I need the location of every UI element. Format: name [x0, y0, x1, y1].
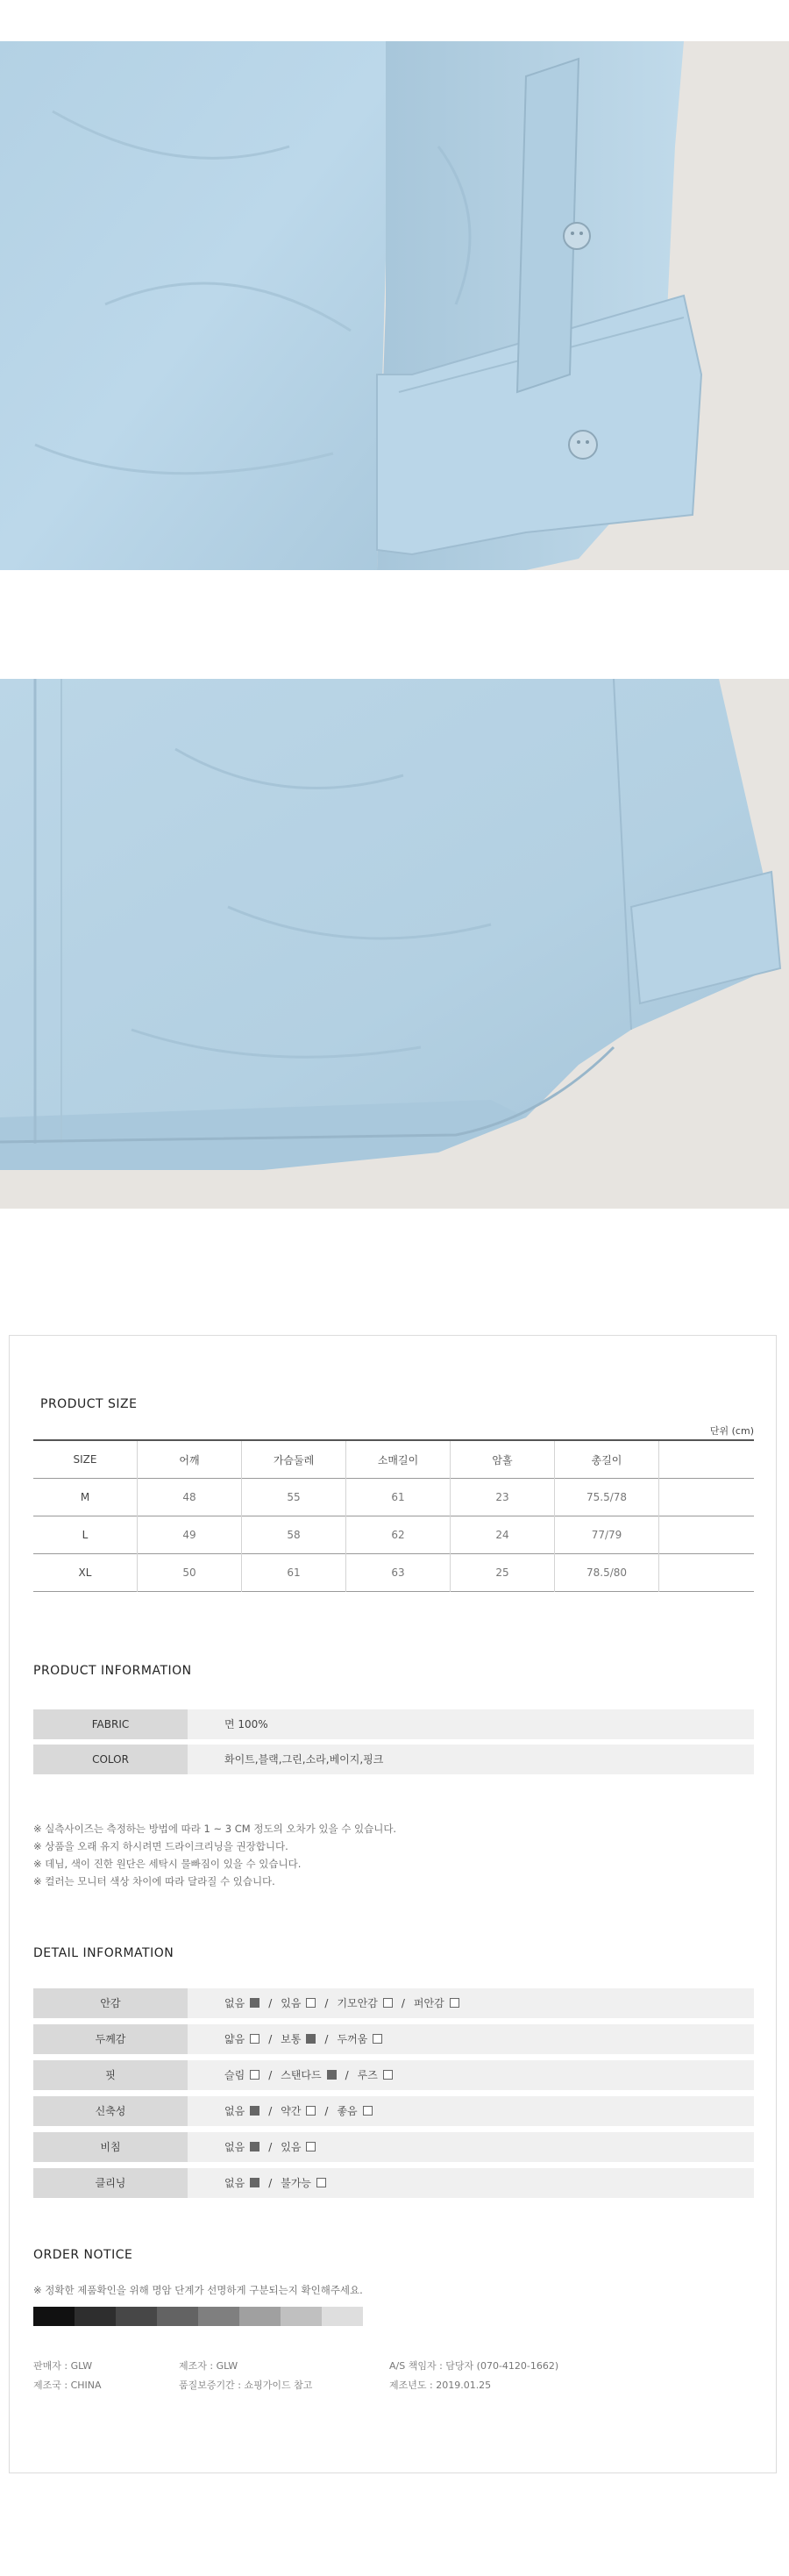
detail-option-label: 불가능: [281, 2177, 312, 2189]
checked-checkbox: [250, 2106, 259, 2116]
detail-row: [33, 2168, 754, 2198]
detail-option: [337, 1988, 392, 2018]
detail-option: [224, 2060, 259, 2090]
unchecked-checkbox: [450, 1998, 459, 2008]
unchecked-checkbox: [250, 2034, 259, 2044]
detail-option-label: 기모안감: [337, 1997, 378, 2009]
note-line: ※ 컬러는 모니터 색상 차이에 따라 달라질 수 있습니다.: [33, 1875, 275, 1887]
detail-option-label: 두꺼움: [337, 2033, 368, 2045]
detail-row: [33, 2024, 754, 2054]
color-value: 화이트,블랙,그린,소라,베이지,핑크: [224, 1753, 384, 1766]
order-notice-text: ※ 정확한 제품확인을 위해 명암 단계가 선명하게 구분되는지 확인해주세요.: [33, 2284, 363, 2296]
hem-photo-graphic: [0, 679, 789, 1209]
detail-label: 클리닝: [33, 2168, 188, 2198]
size-cell: 50: [138, 1554, 242, 1592]
brightness-swatch: [157, 2307, 198, 2326]
detail-option: [224, 1988, 259, 2018]
size-cell: [659, 1554, 755, 1592]
detail-option-label: 없음: [224, 2105, 245, 2117]
brightness-swatch: [322, 2307, 363, 2326]
detail-option: [224, 2132, 259, 2162]
table-row: [33, 1554, 754, 1592]
size-cell: [659, 1516, 755, 1554]
as-contact-text: A/S 책임자 : 담당자 (070-4120-1662): [389, 2360, 559, 2372]
size-header-cell: SIZE: [33, 1440, 138, 1479]
brightness-swatch: [239, 2307, 281, 2326]
size-cell: L: [33, 1516, 138, 1554]
detail-option: [337, 2024, 382, 2054]
detail-option: [281, 1988, 316, 2018]
product-information-title: PRODUCT INFORMATION: [33, 1664, 192, 1678]
size-cell: 24: [451, 1516, 555, 1554]
detail-label: 안감: [33, 1988, 188, 2018]
detail-option: [281, 2132, 316, 2162]
unchecked-checkbox: [306, 2106, 316, 2116]
size-cell: 58: [242, 1516, 346, 1554]
separator: /: [324, 1997, 329, 2009]
size-header-cell: 어깨: [138, 1440, 242, 1479]
detail-label: 신축성: [33, 2096, 188, 2126]
note-line: ※ 데님, 색이 진한 원단은 세탁시 물빠짐이 있을 수 있습니다.: [33, 1858, 302, 1870]
table-row: [33, 1516, 754, 1554]
size-header-cell: 암홀: [451, 1440, 555, 1479]
size-cell: 55: [242, 1479, 346, 1516]
size-unit-label: 단위 (cm): [709, 1425, 754, 1437]
unchecked-checkbox: [306, 2142, 316, 2151]
brightness-swatch: [198, 2307, 239, 2326]
brightness-swatches: [33, 2307, 363, 2326]
detail-option: [224, 2024, 259, 2054]
date-text: 제조년도 : 2019.01.25: [389, 2380, 492, 2391]
detail-options: [224, 2060, 393, 2090]
fabric-value: 면 100%: [224, 1718, 268, 1730]
detail-row: [33, 2060, 754, 2090]
order-notice-title: ORDER NOTICE: [33, 2248, 133, 2262]
unchecked-checkbox: [363, 2106, 373, 2116]
shirt-hem-photo: [0, 679, 789, 1209]
detail-option: [414, 1988, 459, 2018]
fabric-label: FABRIC: [33, 1709, 188, 1739]
detail-option-label: 없음: [224, 2141, 245, 2153]
detail-option: [224, 2096, 259, 2126]
separator: /: [324, 2105, 329, 2117]
detail-option: [281, 2060, 336, 2090]
detail-label: 비침: [33, 2132, 188, 2162]
detail-option-label: 퍼안감: [413, 1997, 444, 2009]
detail-option-label: 있음: [281, 1997, 302, 2009]
detail-option-label: 좋음: [337, 2105, 358, 2117]
separator: /: [401, 1997, 405, 2009]
size-header-cell: [659, 1440, 755, 1479]
checked-checkbox: [250, 2142, 259, 2151]
detail-option-label: 루즈: [357, 2069, 378, 2081]
size-cell: 48: [138, 1479, 242, 1516]
detail-options: [224, 2132, 316, 2162]
size-cell: 77/79: [555, 1516, 659, 1554]
fabric-row: [33, 1709, 754, 1739]
warranty-text: 품질보증기간 : 쇼핑가이드 참고: [179, 2380, 313, 2391]
detail-options: [224, 2096, 373, 2126]
detail-option: [281, 2168, 326, 2198]
size-cell: XL: [33, 1554, 138, 1592]
size-cell: 61: [346, 1479, 451, 1516]
detail-option: [281, 2096, 316, 2126]
sleeve-photo-graphic: [0, 41, 789, 570]
detail-option: [281, 2024, 316, 2054]
brightness-swatch: [75, 2307, 116, 2326]
size-header-cell: 소매길이: [346, 1440, 451, 1479]
separator: /: [268, 2141, 273, 2153]
size-cell: 25: [451, 1554, 555, 1592]
detail-option: [358, 2060, 393, 2090]
unchecked-checkbox: [306, 1998, 316, 2008]
size-header-cell: 총길이: [555, 1440, 659, 1479]
detail-option: [224, 2168, 259, 2198]
unchecked-checkbox: [383, 1998, 393, 2008]
note-line: ※ 상품을 오래 유지 하시려면 드라이크리닝을 권장합니다.: [33, 1840, 288, 1852]
brightness-swatch: [33, 2307, 75, 2326]
color-row: [33, 1745, 754, 1774]
shirt-sleeve-cuff-photo: [0, 41, 789, 570]
color-label: COLOR: [33, 1745, 188, 1774]
size-header-cell: 가슴둘레: [242, 1440, 346, 1479]
separator: /: [268, 1997, 273, 2009]
detail-option-label: 슬림: [224, 2069, 245, 2081]
size-cell: 62: [346, 1516, 451, 1554]
size-cell: 23: [451, 1479, 555, 1516]
size-cell: 63: [346, 1554, 451, 1592]
maker-text: 제조자 : GLW: [179, 2360, 238, 2372]
detail-option-label: 보통: [281, 2033, 302, 2045]
checked-checkbox: [250, 2178, 259, 2187]
size-cell: M: [33, 1479, 138, 1516]
detail-options: [224, 2024, 382, 2054]
table-row: [33, 1479, 754, 1516]
country-text: 제조국 : CHINA: [33, 2380, 102, 2391]
separator: /: [345, 2069, 349, 2081]
unchecked-checkbox: [316, 2178, 326, 2187]
separator: /: [268, 2105, 273, 2117]
unchecked-checkbox: [383, 2070, 393, 2080]
size-cell: 75.5/78: [555, 1479, 659, 1516]
detail-row: [33, 2132, 754, 2162]
checked-checkbox: [327, 2070, 337, 2080]
brightness-swatch: [281, 2307, 322, 2326]
detail-option-label: 없음: [224, 1997, 245, 2009]
separator: /: [268, 2177, 273, 2189]
note-line: ※ 실측사이즈는 측정하는 방법에 따라 1 ~ 3 CM 정도의 오차가 있을 수 있습니다.: [33, 1823, 397, 1835]
detail-label: 핏: [33, 2060, 188, 2090]
unchecked-checkbox: [373, 2034, 382, 2044]
product-info-panel: [9, 1335, 777, 2473]
size-cell: [659, 1479, 755, 1516]
size-cell: 49: [138, 1516, 242, 1554]
detail-row: [33, 2096, 754, 2126]
size-cell: 78.5/80: [555, 1554, 659, 1592]
detail-option-label: 스탠다드: [281, 2069, 322, 2081]
detail-option-label: 약간: [281, 2105, 302, 2117]
care-notes: [33, 1820, 396, 1890]
separator: /: [324, 2033, 329, 2045]
detail-option-label: 얇음: [224, 2033, 245, 2045]
seller-text: 판매자 : GLW: [33, 2360, 93, 2372]
detail-label: 두께감: [33, 2024, 188, 2054]
size-table-header: [33, 1440, 754, 1479]
detail-options: [224, 1988, 459, 2018]
detail-information-title: DETAIL INFORMATION: [33, 1946, 174, 1960]
separator: /: [268, 2033, 273, 2045]
checked-checkbox: [250, 1998, 259, 2008]
brightness-swatch: [116, 2307, 157, 2326]
unchecked-checkbox: [250, 2070, 259, 2080]
size-cell: 61: [242, 1554, 346, 1592]
detail-option: [337, 2096, 372, 2126]
checked-checkbox: [306, 2034, 316, 2044]
size-table: [33, 1439, 754, 1592]
detail-options: [224, 2168, 326, 2198]
detail-option-label: 있음: [281, 2141, 302, 2153]
detail-option-label: 없음: [224, 2177, 245, 2189]
product-size-title: PRODUCT SIZE: [40, 1397, 138, 1411]
separator: /: [268, 2069, 273, 2081]
detail-row: [33, 1988, 754, 2018]
